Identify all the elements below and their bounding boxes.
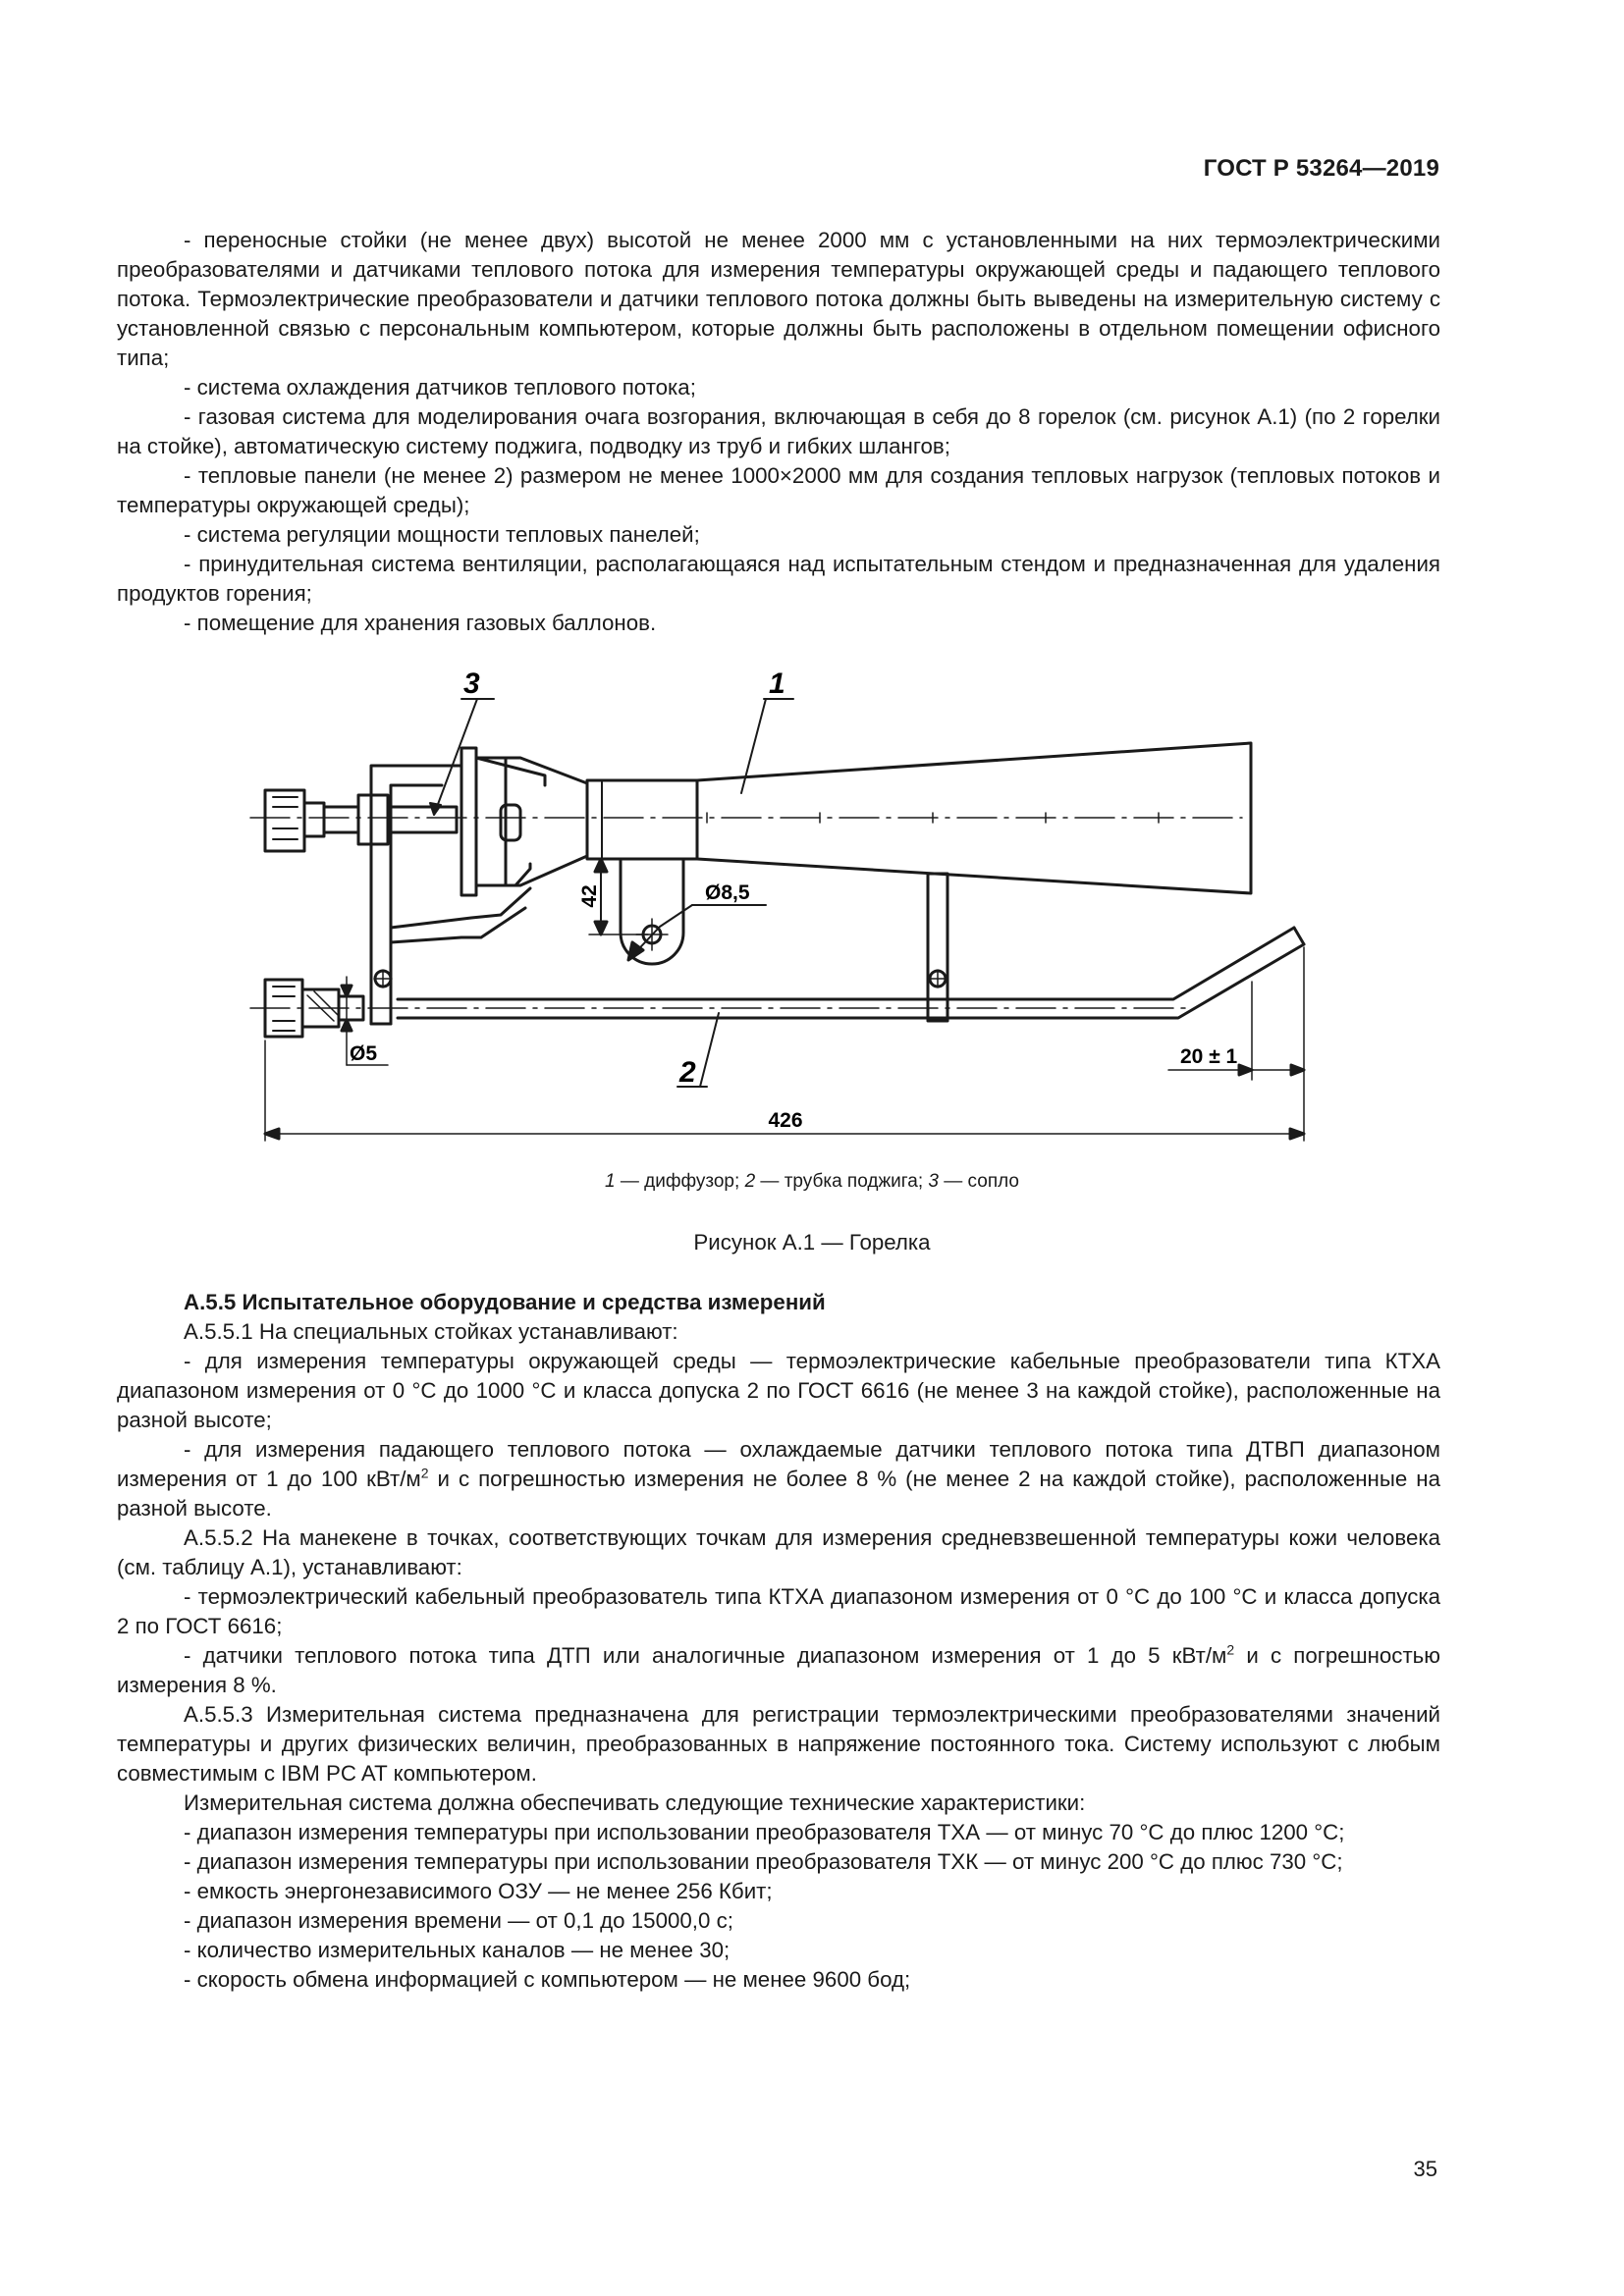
paragraph-part: и с погрешностью измерения 8 %. bbox=[117, 1643, 1440, 1697]
paragraph: - емкость энергонезависимого ОЗУ — не менее 256 Кбит; bbox=[184, 1879, 773, 1903]
figure-legend bbox=[0, 1171, 1624, 1193]
dim-20 bbox=[1168, 947, 1304, 1141]
intro-list bbox=[117, 226, 1440, 638]
ignition-fitting bbox=[265, 980, 363, 1037]
dim-5-label: Ø5 bbox=[350, 1042, 378, 1065]
diffuser-centre-marks bbox=[707, 813, 1159, 823]
dim-426 bbox=[265, 1041, 1304, 1141]
paragraph: - диапазон измерения температуры при использовании преобразователя ТХК — от минус 200 °С до плюс 730 °С; bbox=[184, 1849, 1343, 1874]
dim-5 bbox=[342, 977, 388, 1065]
bracket-bolt bbox=[374, 970, 392, 988]
legend-num-3: 3 bbox=[928, 1171, 939, 1192]
legend-num-2: 2 bbox=[744, 1171, 756, 1192]
paragraph: А.5.5.1 На специальных стойках устанавливают: bbox=[184, 1319, 678, 1344]
section-heading: А.5.5 Испытательное оборудование и средства измерений bbox=[184, 1290, 826, 1314]
list-item: - тепловые панели (не менее 2) размером не менее 1000×2000 мм для создания тепловых нагрузок (тепловых потоков и температуры окружающей среды); bbox=[117, 463, 1440, 517]
callout-3: 3 bbox=[463, 667, 480, 700]
page-number: 35 bbox=[1413, 2157, 1437, 2181]
dim-20-label: 20 ± 1 bbox=[1180, 1045, 1238, 1068]
dim-426-label: 426 bbox=[768, 1109, 803, 1132]
mixer-sleeve bbox=[587, 780, 697, 859]
list-item: - переносные стойки (не менее двух) высотой не менее 2000 мм с установленными на них термоэлектрическими преобразователями и датчиками теплового потока для измерения температуры окружающей среды и падающего теплового потока. Термоэлектрические преобразователи и датчики теплового потока должны быть выведены на измерительную систему с установленной связью с персональным компьютером, которые должны быть расположены в отдельном помещении офисного типа; bbox=[117, 228, 1440, 370]
paragraph: - термоэлектрический кабельный преобразователь типа КТХА диапазоном измерения от 0 °С до 100 °С и класса допуска 2 по ГОСТ 6616; bbox=[117, 1584, 1440, 1638]
page-header-standard-id: ГОСТ Р 53264—2019 bbox=[1203, 155, 1439, 182]
callout-leaders bbox=[430, 699, 793, 1087]
legend-text-1: — диффузор; bbox=[615, 1171, 745, 1192]
diffuser bbox=[697, 743, 1251, 893]
nozzle-fitting bbox=[265, 790, 457, 851]
paragraph: - диапазон измерения времени — от 0,1 до 15000,0 с; bbox=[184, 1908, 733, 1933]
paragraph: - для измерения температуры окружающей среды — термоэлектрические кабельные преобразователи типа КТХА диапазоном измерения от 0 °С до 1000 °С и класса допуска 2 по ГОСТ 6616 (не менее 3 на каждой стойке), расположенные на разной высоте; bbox=[117, 1349, 1440, 1432]
figure-caption: Рисунок А.1 — Горелка bbox=[693, 1230, 931, 1255]
legend-num-1: 1 bbox=[604, 1171, 616, 1192]
paragraph bbox=[117, 1641, 1440, 1700]
list-item: - принудительная система вентиляции, располагающаяся над испытательным стендом и предназначенная для удаления продуктов горения; bbox=[117, 552, 1440, 606]
dim-8-5-leader bbox=[628, 905, 766, 960]
legend-text-2: — трубка поджига; bbox=[755, 1171, 929, 1192]
superscript: 2 bbox=[420, 1465, 429, 1481]
section-a-5-5 bbox=[117, 1288, 1440, 1995]
dim-42-label: 42 bbox=[578, 884, 601, 908]
paragraph: А.5.5.2 На манекене в точках, соответствующих точкам для измерения средневзвешенной температуры кожи человека (см. таблицу А.1), устанавливают: bbox=[117, 1525, 1440, 1579]
paragraph-part: и с погрешностью измерения не более 8 % (не менее 2 на каждой стойке), расположенные на разной высоте. bbox=[117, 1467, 1440, 1521]
callout-1: 1 bbox=[769, 667, 785, 700]
paragraph: А.5.5.3 Измерительная система предназначена для регистрации термоэлектрическими преобразователями значений температуры и других физических величин, преобразованных в напряжение постоянного тока. Систему используют с любым совместимым с IBM PC AT компьютером. bbox=[117, 1702, 1440, 1786]
dim-8-5-label: Ø8,5 bbox=[705, 881, 750, 904]
paragraph: - скорость обмена информацией с компьютером — не менее 9600 бод; bbox=[184, 1967, 911, 1992]
support-post bbox=[928, 874, 947, 1021]
paragraph bbox=[117, 1435, 1440, 1523]
ignition-tube bbox=[398, 928, 1304, 1018]
burner-bracket bbox=[371, 748, 587, 1024]
paragraph-part: - для измерения падающего теплового потока — охлаждаемые датчики теплового потока типа ДТВП диапазоном измерения от 1 до 100 кВт/м bbox=[117, 1437, 1440, 1491]
paragraph: Измерительная система должна обеспечивать следующие технические характеристики: bbox=[184, 1790, 1086, 1815]
list-item: - система регуляции мощности тепловых панелей; bbox=[184, 522, 700, 547]
mounting-tab bbox=[621, 859, 683, 964]
superscript: 2 bbox=[1226, 1641, 1235, 1658]
paragraph: - количество измерительных каналов — не менее 30; bbox=[184, 1938, 731, 1962]
legend-text-3: — сопло bbox=[939, 1171, 1019, 1192]
callout-2: 2 bbox=[679, 1056, 696, 1089]
list-item: - система охлаждения датчиков теплового потока; bbox=[184, 375, 696, 400]
list-item: - газовая система для моделирования очага возгорания, включающая в себя до 8 горелок (см. рисунок А.1) (по 2 горелки на стойке), автоматическую систему поджига, подводку из труб и гибких шлангов; bbox=[117, 404, 1440, 458]
paragraph-part: - датчики теплового потока типа ДТП или аналогичные диапазоном измерения от 1 до 5 кВт/м bbox=[184, 1643, 1227, 1668]
list-item: - помещение для хранения газовых баллонов. bbox=[184, 611, 657, 635]
dim-42 bbox=[589, 859, 648, 934]
paragraph: - диапазон измерения температуры при использовании преобразователя ТХА — от минус 70 °С до плюс 1200 °С; bbox=[184, 1820, 1345, 1844]
